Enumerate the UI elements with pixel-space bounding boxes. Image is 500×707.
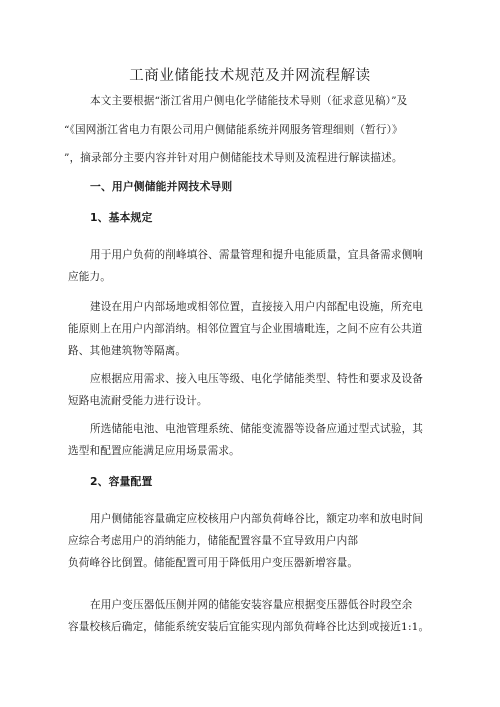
intro-line-3: ”，摘录部分主要内容并针对用户侧储能技术导则及流程进行解读描述。 [64,152,403,164]
intro-line-2: “《国网浙江省电力有限公司用户侧储能系统并网服务管理细则（暂行）》 [64,124,403,136]
paragraph-line: 应根据应用需求、接入电压等级、电化学储能类型、特性和要求及设备 [90,373,424,385]
paragraph-line: 负荷峰谷比倒置。储能配置可用于降低用户变压器新增容量。 [68,557,359,569]
paragraph-line: 用于用户负荷的削峰填谷、需量管理和提升电能质量，宜具备需求侧响 [90,249,424,261]
paragraph-line: 能原则上在用户内部消纳。相邻位置宜与企业围墙毗连，之间不应有公共道 [68,323,423,335]
paragraph-line: 应综合考虑用户的消纳能力，储能配置容量不宜导致用户内部 [68,535,359,547]
paragraph-line: 所选储能电池、电池管理系统、储能变流器等设备应通过型式试验，其 [90,423,424,435]
document-title: 工商业储能技术规范及并网流程解读 [129,68,371,84]
paragraph-line: 应能力。 [68,271,111,283]
section-heading: 一、用户侧储能并网技术导则 [90,180,233,193]
paragraph-line: 容量校核后确定，储能系统安装后宜能实现内部负荷峰谷比达到或接近1:1。 [68,621,430,633]
subsection-heading-capacity: 2、容量配置 [90,475,153,488]
paragraph-line: 选型和配置应能满足应用场景需求。 [68,445,240,457]
subsection-heading-basic: 1、基本规定 [90,211,153,224]
intro-line-1: 本文主要根据“浙江省用户侧电化学储能技术导则（征求意见稿）”及 [90,95,408,107]
paragraph-line: 短路电流耐受能力进行设计。 [68,395,208,407]
paragraph-line: 在用户变压器低压侧并网的储能安装容量应根据变压器低谷时段空余 [90,599,413,611]
paragraph-line: 用户侧储能容量确定应校核用户内部负荷峰谷比，额定功率和放电时间 [90,513,424,525]
paragraph-line: 路、其他建筑物等隔离。 [68,345,187,357]
paragraph-line: 建设在用户内部场地或相邻位置，直接接入用户内部配电设施，所充电 [90,301,424,313]
